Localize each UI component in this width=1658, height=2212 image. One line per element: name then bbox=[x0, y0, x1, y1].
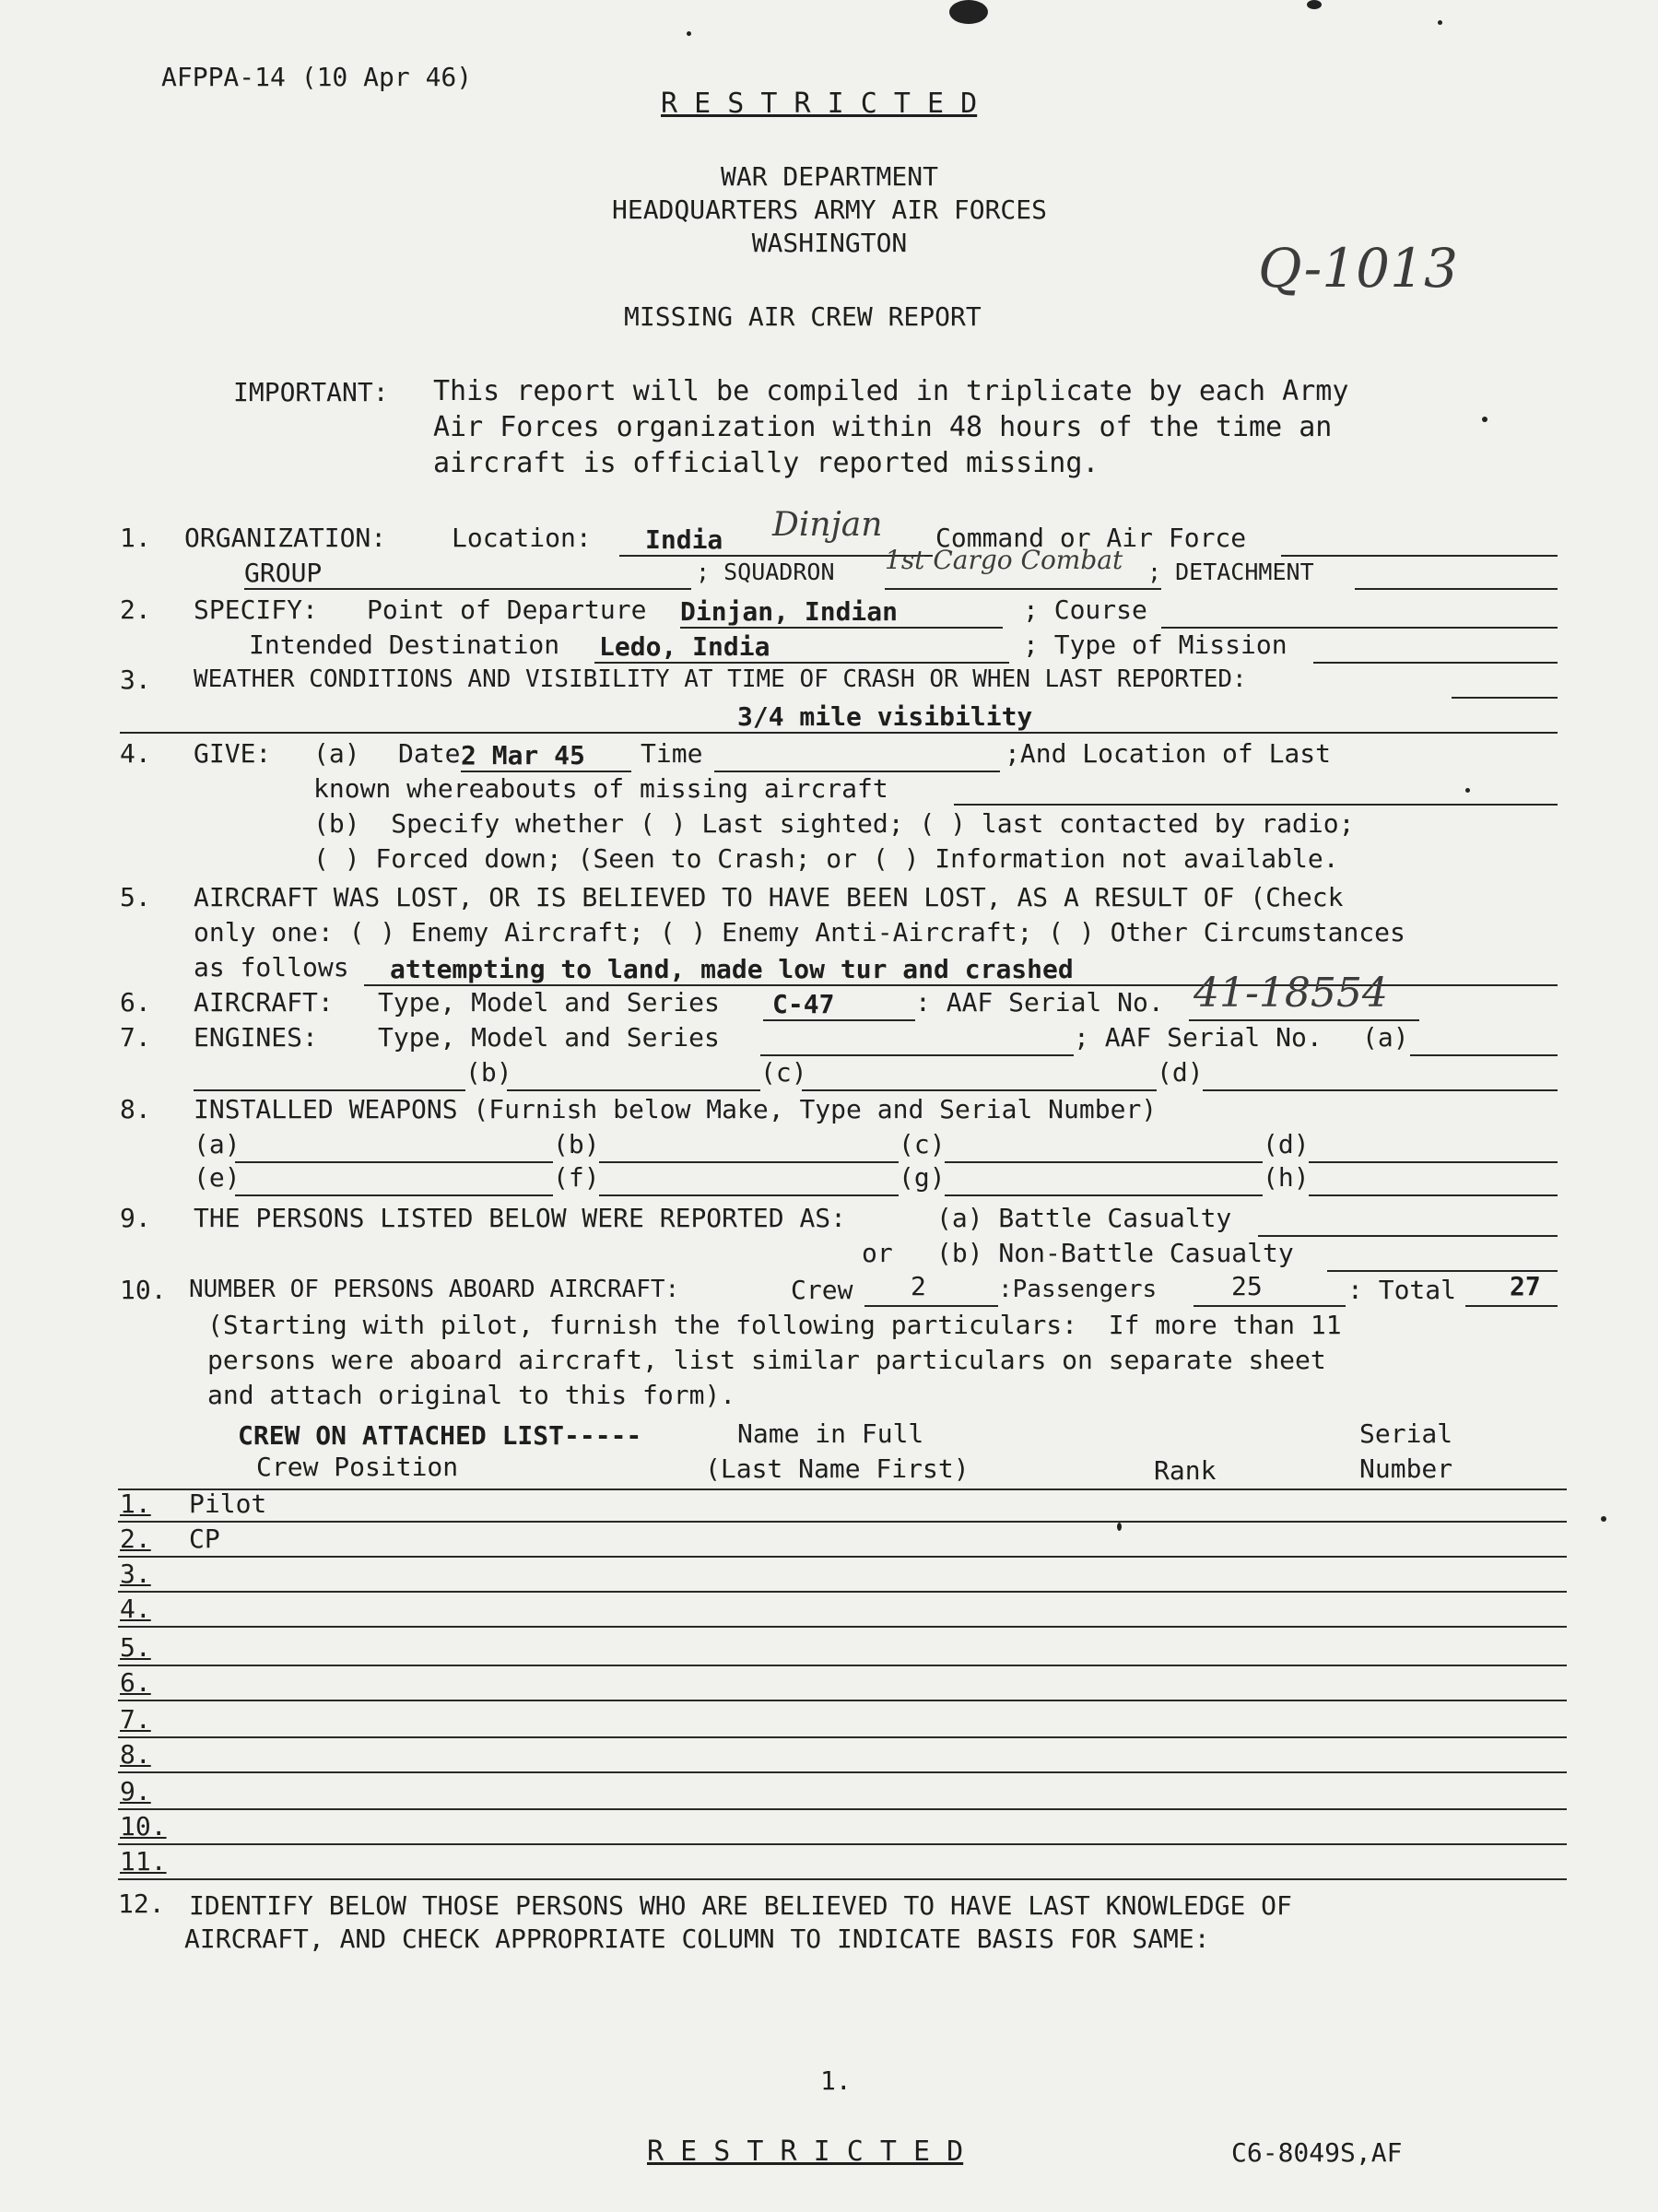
crew-row-rule bbox=[118, 1521, 1567, 1523]
item5-follows-value: attempting to land, made low tur and crashed bbox=[390, 954, 1074, 984]
item8-slot-e-field bbox=[235, 1194, 553, 1196]
item8-slot-c-field bbox=[945, 1161, 1263, 1163]
item10-total-field bbox=[1465, 1305, 1558, 1307]
header-line-3: WASHINGTON bbox=[751, 228, 908, 258]
item2-label: SPECIFY: bbox=[194, 594, 318, 625]
item3-field-end bbox=[1452, 697, 1558, 699]
item6-serial-field bbox=[1189, 1019, 1419, 1021]
item8-slot-g-field bbox=[945, 1194, 1263, 1196]
item7-a-field bbox=[1410, 1054, 1558, 1056]
scan-speck bbox=[949, 0, 988, 24]
header-line-1: WAR DEPARTMENT bbox=[720, 161, 938, 192]
item2-mission-field bbox=[1313, 662, 1558, 664]
item4-known-label: known whereabouts of missing aircraft bbox=[313, 773, 888, 804]
item10-note-2: persons were aboard aircraft, list similar particulars on separate sheet bbox=[207, 1345, 1326, 1375]
crew-row-number: 9. bbox=[120, 1776, 151, 1806]
item10-crew-field bbox=[864, 1305, 998, 1307]
item4-number: 4. bbox=[120, 738, 151, 769]
item5-line2: only one: ( ) Enemy Aircraft; ( ) Enemy Anti-Aircraft; ( ) Other Circumstances bbox=[194, 917, 1405, 947]
item9-number: 9. bbox=[120, 1203, 151, 1233]
item10-label: NUMBER OF PERSONS ABOARD AIRCRAFT: bbox=[189, 1276, 680, 1303]
item7-c-field bbox=[802, 1089, 1157, 1091]
item8-slot-h-field bbox=[1309, 1194, 1558, 1196]
item9-battle-field bbox=[1258, 1235, 1558, 1237]
item7-a: (a) bbox=[1362, 1022, 1409, 1053]
item7-b: (b) bbox=[465, 1057, 512, 1088]
scan-speck bbox=[1465, 788, 1470, 793]
item8-slot-a-field bbox=[235, 1161, 553, 1163]
item2-destination-label: Intended Destination bbox=[249, 629, 560, 660]
item3-label: WEATHER CONDITIONS AND VISIBILITY AT TIME OF CRASH OR WHEN LAST REPORTED: bbox=[194, 665, 1247, 693]
item4-time-field bbox=[714, 771, 1000, 772]
item4-location-label: ;And Location of Last bbox=[1005, 738, 1332, 769]
item2-course-label: ; Course bbox=[1023, 594, 1147, 625]
crew-row-number: 7. bbox=[120, 1704, 151, 1735]
item1-location-handwritten: Dinjan bbox=[772, 506, 883, 544]
item6-label: AIRCRAFT: bbox=[194, 987, 334, 1018]
item8-slot-d-field bbox=[1309, 1161, 1558, 1163]
scan-speck bbox=[1307, 0, 1322, 9]
item10-note-3: and attach original to this form). bbox=[207, 1380, 736, 1410]
crew-row-rule bbox=[118, 1591, 1567, 1593]
item8-slot-c: (c) bbox=[899, 1129, 946, 1159]
report-title: MISSING AIR CREW REPORT bbox=[624, 301, 982, 332]
item5-line1: AIRCRAFT WAS LOST, OR IS BELIEVED TO HAVE BEEN LOST, AS A RESULT OF (Check bbox=[194, 882, 1344, 912]
item4-date-label: Date bbox=[398, 738, 461, 769]
item7-number: 7. bbox=[120, 1022, 151, 1053]
crew-row-rule bbox=[118, 1700, 1567, 1701]
item2-departure-value: Dinjan, Indian bbox=[680, 596, 899, 627]
item1-number: 1. bbox=[120, 523, 151, 553]
item7-c: (c) bbox=[760, 1057, 807, 1088]
crew-row-rule bbox=[118, 1626, 1567, 1628]
item4-known-field bbox=[954, 804, 1558, 806]
form-id: AFPPA-14 (10 Apr 46) bbox=[161, 62, 473, 92]
item7-prefix-field bbox=[194, 1089, 465, 1091]
item10-total-label: : Total bbox=[1347, 1275, 1457, 1305]
item12-line2: AIRCRAFT, AND CHECK APPROPRIATE COLUMN TO INDICATE BASIS FOR SAME: bbox=[184, 1924, 1210, 1954]
item8-slot-a: (a) bbox=[194, 1129, 241, 1159]
item8-slot-b: (b) bbox=[553, 1129, 600, 1159]
crew-row-rule bbox=[118, 1771, 1567, 1773]
item9-non-battle: (b) Non-Battle Casualty bbox=[936, 1238, 1294, 1268]
item2-course-field bbox=[1161, 627, 1558, 629]
crew-col-name-2: (Last Name First) bbox=[705, 1453, 970, 1484]
item10-passengers-field bbox=[1194, 1305, 1346, 1307]
item1-command-field bbox=[1281, 555, 1558, 557]
crew-col-position: Crew Position bbox=[256, 1452, 459, 1482]
crew-row-rule bbox=[118, 1808, 1567, 1810]
item5-follows-label: as follows bbox=[194, 952, 349, 982]
item1-label: ORGANIZATION: bbox=[184, 523, 387, 553]
item4-time-label: Time bbox=[641, 738, 703, 769]
item1-group-label: GROUP bbox=[244, 558, 323, 588]
item1-detachment-field bbox=[1355, 588, 1558, 590]
header-line-2: HEADQUARTERS ARMY AIR FORCES bbox=[611, 194, 1047, 225]
item8-slot-e: (e) bbox=[194, 1162, 241, 1193]
crew-header-rule bbox=[118, 1488, 1567, 1490]
item2-departure-field bbox=[680, 627, 1003, 629]
form-code: C6-8049S,AF bbox=[1231, 2137, 1403, 2168]
item2-destination-value: Ledo, India bbox=[599, 631, 770, 662]
item7-type-label: Type, Model and Series bbox=[378, 1022, 720, 1053]
crew-row-number: 3. bbox=[120, 1559, 151, 1589]
crew-row-number: 4. bbox=[120, 1594, 151, 1624]
item2-mission-label: ; Type of Mission bbox=[1023, 629, 1288, 660]
item7-label: ENGINES: bbox=[194, 1022, 318, 1053]
item4-label: GIVE: bbox=[194, 738, 272, 769]
crew-col-serial-1: Serial bbox=[1359, 1418, 1453, 1449]
crew-row-number: 6. bbox=[120, 1667, 151, 1698]
item6-type-value: C-47 bbox=[772, 989, 835, 1019]
crew-row-rule bbox=[118, 1556, 1567, 1558]
item6-serial-label: : AAF Serial No. bbox=[915, 987, 1164, 1018]
item6-type-field bbox=[763, 1019, 915, 1021]
item9-label: THE PERSONS LISTED BELOW WERE REPORTED AS: bbox=[194, 1203, 847, 1233]
item10-passengers-label: :Passengers bbox=[998, 1276, 1158, 1303]
scan-speck bbox=[1601, 1516, 1606, 1522]
crew-row-number: 5. bbox=[120, 1632, 151, 1663]
crew-attached-note: CREW ON ATTACHED LIST----- bbox=[238, 1420, 642, 1451]
item1-location-label: Location: bbox=[452, 523, 592, 553]
item4-a: (a) bbox=[313, 738, 360, 769]
item12-line1: IDENTIFY BELOW THOSE PERSONS WHO ARE BELIEVED TO HAVE LAST KNOWLEDGE OF bbox=[189, 1890, 1292, 1921]
item3-number: 3. bbox=[120, 665, 151, 695]
item7-serial-label: ; AAF Serial No. bbox=[1074, 1022, 1323, 1053]
important-line-3: aircraft is officially reported missing. bbox=[433, 447, 1099, 479]
item8-slot-g: (g) bbox=[899, 1162, 946, 1193]
crew-col-name-1: Name in Full bbox=[737, 1418, 924, 1449]
item1-squadron-field bbox=[885, 588, 1161, 590]
item1-detachment-label: ; DETACHMENT bbox=[1147, 559, 1314, 585]
item2-departure-label: Point of Departure bbox=[367, 594, 647, 625]
item4-b-line2: ( ) Forced down; (Seen to Crash; or ( ) Information not available. bbox=[313, 843, 1339, 874]
item4-b-line1: (b) Specify whether ( ) Last sighted; ( ) last contacted by radio; bbox=[313, 808, 1355, 839]
crew-col-serial-2: Number bbox=[1359, 1453, 1453, 1484]
crew-row-position: Pilot bbox=[189, 1488, 267, 1519]
crew-row-position: CP bbox=[189, 1524, 220, 1554]
item1-location-value: India bbox=[645, 524, 723, 555]
item3-field bbox=[120, 732, 1558, 734]
item6-number: 6. bbox=[120, 987, 151, 1018]
crew-row-rule bbox=[118, 1736, 1567, 1738]
crew-col-rank: Rank bbox=[1154, 1455, 1217, 1486]
scan-speck bbox=[1438, 20, 1442, 25]
item8-slot-f: (f) bbox=[553, 1162, 600, 1193]
item8-slot-b-field bbox=[599, 1161, 899, 1163]
item6-serial-handwritten: 41-18554 bbox=[1194, 970, 1388, 1017]
item10-crew-label: Crew bbox=[791, 1275, 853, 1305]
item10-total-value: 27 bbox=[1510, 1271, 1541, 1301]
crew-row-number: 2. bbox=[120, 1524, 151, 1554]
item2-destination-field bbox=[594, 662, 1009, 664]
item6-type-label: Type, Model and Series bbox=[378, 987, 720, 1018]
item8-label: INSTALLED WEAPONS (Furnish below Make, Type and Serial Number) bbox=[194, 1094, 1158, 1124]
scan-speck bbox=[1482, 417, 1487, 422]
item1-squadron-handwritten: 1st Cargo Combat bbox=[885, 545, 1123, 575]
item1-command-label: Command or Air Force bbox=[935, 523, 1247, 553]
item8-slot-f-field bbox=[599, 1194, 899, 1196]
item10-note-1: (Starting with pilot, furnish the following particulars: If more than 11 bbox=[207, 1310, 1342, 1340]
item7-b-field bbox=[507, 1089, 760, 1091]
item4-date-value: 2 Mar 45 bbox=[461, 740, 585, 771]
crew-row-number: 11. bbox=[120, 1846, 167, 1877]
item4-date-field bbox=[461, 771, 631, 772]
crew-row-rule bbox=[118, 1665, 1567, 1666]
scan-speck bbox=[1117, 1523, 1122, 1531]
page-number: 1. bbox=[820, 2065, 852, 2096]
item1-group-field bbox=[244, 588, 691, 590]
item9-battle: (a) Battle Casualty bbox=[936, 1203, 1232, 1233]
item8-slot-h: (h) bbox=[1263, 1162, 1310, 1193]
item9-or: or bbox=[862, 1238, 893, 1268]
item1-squadron-label: ; SQUADRON bbox=[696, 559, 835, 585]
crew-row-number: 10. bbox=[120, 1811, 167, 1841]
item7-d: (d) bbox=[1157, 1057, 1204, 1088]
crew-row-number: 8. bbox=[120, 1739, 151, 1770]
item10-passengers-value: 25 bbox=[1231, 1271, 1263, 1301]
important-line-1: This report will be compiled in triplicate by each Army bbox=[433, 375, 1349, 407]
item10-crew-value: 2 bbox=[911, 1271, 926, 1301]
classification-bottom: R E S T R I C T E D bbox=[647, 2136, 964, 2168]
item7-d-field bbox=[1203, 1089, 1558, 1091]
crew-row-rule bbox=[118, 1843, 1567, 1845]
item8-slot-d: (d) bbox=[1263, 1129, 1310, 1159]
item8-number: 8. bbox=[120, 1094, 151, 1124]
report-number: Q-1013 bbox=[1258, 237, 1458, 300]
crew-row-rule bbox=[118, 1878, 1567, 1880]
item2-number: 2. bbox=[120, 594, 151, 625]
important-label: IMPORTANT: bbox=[233, 377, 389, 407]
scan-speck bbox=[687, 31, 691, 36]
item7-type-field bbox=[760, 1054, 1074, 1056]
item12-number: 12. bbox=[118, 1888, 165, 1919]
classification-top: R E S T R I C T E D bbox=[661, 88, 978, 120]
item10-number: 10. bbox=[120, 1275, 167, 1305]
item5-number: 5. bbox=[120, 882, 151, 912]
important-line-2: Air Forces organization within 48 hours of the time an bbox=[433, 411, 1333, 443]
crew-row-number: 1. bbox=[120, 1488, 151, 1519]
item3-value: 3/4 mile visibility bbox=[737, 701, 1033, 732]
